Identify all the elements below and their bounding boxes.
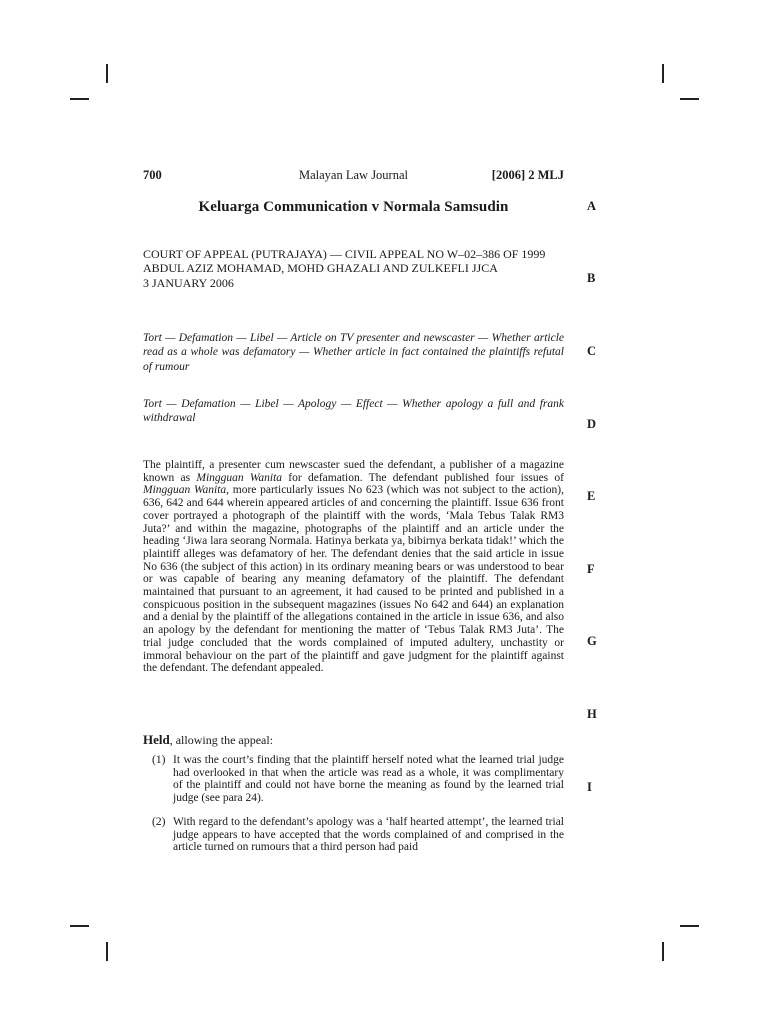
held-text: , allowing the appeal: [169, 733, 274, 747]
margin-letter: A [587, 199, 597, 213]
crop-mark [70, 925, 89, 927]
case-summary [143, 459, 564, 675]
date-line: 3 JANUARY 2006 [143, 275, 234, 290]
margin-letter: F [587, 562, 595, 576]
held-label: Held [143, 732, 170, 747]
margin-letter: H [587, 707, 597, 721]
case-title: Keluarga Communication v Normala Samsudin [198, 199, 509, 215]
crop-mark [106, 64, 108, 83]
margin-letter: B [587, 271, 596, 285]
crop-mark [680, 98, 699, 100]
holding-item [143, 754, 564, 804]
running-header [143, 168, 564, 184]
held-heading [143, 733, 564, 747]
crop-mark [662, 64, 664, 83]
law-report-page [143, 168, 564, 854]
crop-mark [680, 925, 699, 927]
crop-mark [70, 98, 89, 100]
court-details [143, 247, 564, 290]
margin-letter: I [587, 780, 592, 794]
margin-letter: C [587, 344, 597, 358]
holding-text: With regard to the defendant’s apology was a ‘half hearted attempt’, the learned trial judge appears to have accepted that the words complained of and comprised in the article turned on rumours that a third person had paid [173, 816, 564, 854]
margin-letter: G [587, 634, 597, 648]
summary-text: , more particularly issues No 623 (which was not subject to the action), 636, 642 and 644 wherein appeared articles of and concerning the plaintiff. Issue 636 front cover portrayed a photograph of the plaintiff with the words, ‘Mala Tebus Talak RM3 Juta?’ and within the magazine, photographs of the plaintiff and an article under the heading ‘Jiwa lara seorang Normala. Hatinya berkata ya, bibirnya berkata tidak!’ which the plaintiff alleges was defamatory of her. The defendant denies that the said article in issue No 636 (the subject of this action) in its ordinary meaning bears or was understood to bear or was capable of bearing any meaning defamatory of the plaintiff. The defendant maintained that pursuant to an agreement, it had caused to be printed and published in a conspicuous position in the subsequent magazines (issues No 642 and 644) an explanation and a denial by the plaintiff of the allegations contained in the article in issue 636, and also an apology by the defendant for mentioning the matter of ‘Tebus Talak RM3 Juta’. The trial judge concluded that the words complained of imputed adultery, unchastity or immoral behaviour on the part of the plaintiff and gave judgment for the plaintiff against the defendant. The defendant appealed. [143, 484, 564, 675]
page-number: 700 [143, 168, 162, 182]
margin-letter: D [587, 417, 597, 431]
summary-text: The plaintiff, a presenter cum newscaster sued the defendant, a publisher of a magazine known as [143, 459, 564, 484]
journal-name: Malayan Law Journal [299, 168, 408, 182]
crop-mark [662, 942, 664, 961]
judges-line: ABDUL AZIZ MOHAMAD, MOHD GHAZALI AND ZULKEFLI JJCA [143, 261, 498, 276]
magazine-name: Mingguan Wanita [143, 484, 227, 497]
crop-mark [106, 942, 108, 961]
holding-number: (1) [152, 754, 166, 766]
summary-text: for defamation. The defendant published four issues of [282, 471, 564, 484]
citation: [2006] 2 MLJ [491, 168, 564, 182]
catchwords-1: Tort — Defamation — Libel — Article on TV presenter and newscaster — Whether article read as a whole was defamatory — Whether article in fact contained the plaintiffs refutal of rumour [143, 332, 564, 373]
magazine-name: Mingguan Wanita [196, 471, 283, 484]
holding-text: It was the court’s finding that the plaintiff herself noted what the learned trial judge had overlooked in that when the article was read as a whole, it was complimentary of the plaintiff and could not have borne the meaning as found by the learned trial judge (see para 24). [173, 754, 564, 804]
holding-item [143, 816, 564, 854]
catchwords-2: Tort — Defamation — Libel — Apology — Effect — Whether apology a full and frank withdrawal [143, 398, 564, 425]
margin-letter: E [587, 489, 596, 503]
holding-number: (2) [152, 816, 166, 828]
court-line: COURT OF APPEAL (PUTRAJAYA) — CIVIL APPEAL NO W–02–386 OF 1999 [143, 247, 546, 261]
